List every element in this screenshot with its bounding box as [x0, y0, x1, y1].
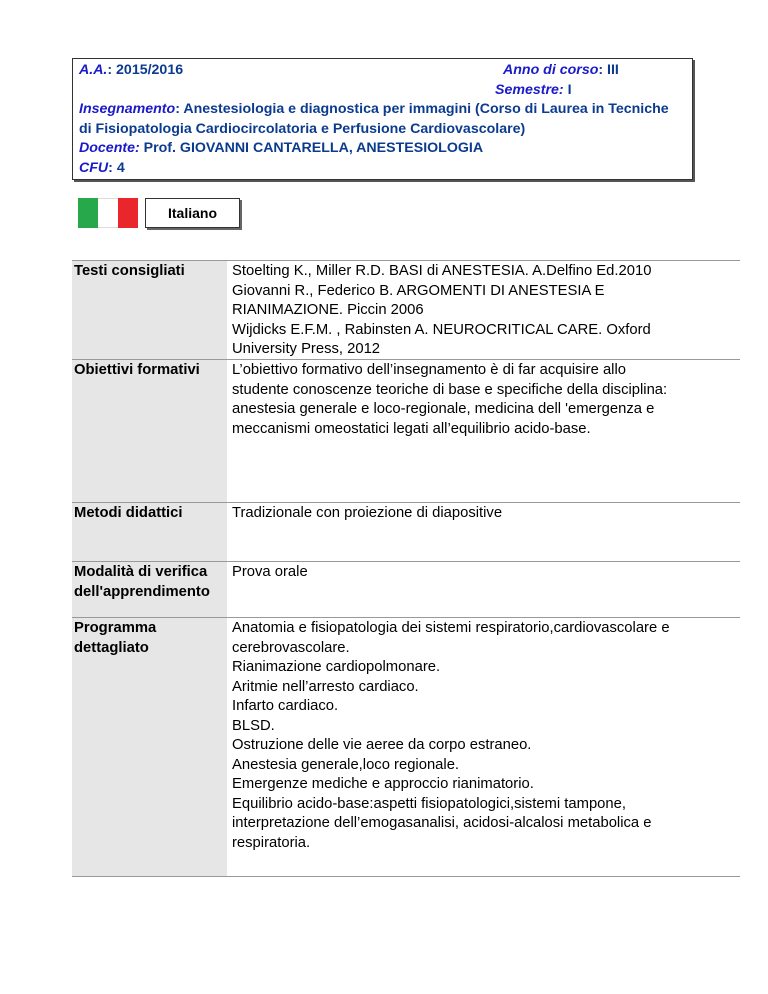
language-label: Italiano — [145, 198, 240, 228]
course-name-cont: di Fisiopatologia Cardiocircolatoria e Perfusione Cardiovascolare) — [79, 120, 526, 137]
row-label: Programma dettagliato — [72, 618, 227, 876]
flag-red-stripe — [118, 198, 138, 228]
course-year: Anno di corso: III — [503, 62, 619, 78]
flag-green-stripe — [78, 198, 98, 228]
italian-flag-icon — [78, 198, 138, 228]
row-label: Testi consigliati — [72, 261, 227, 359]
row-content: Prova orale — [232, 564, 308, 580]
semester: Semestre: I — [495, 81, 572, 98]
row-programma-dettagliato — [72, 617, 740, 877]
row-modalita-verifica — [72, 561, 740, 617]
syllabus-table — [72, 260, 740, 877]
cfu: CFU: 4 — [79, 159, 125, 176]
course-header-box — [72, 58, 693, 180]
course-name: Insegnamento: Anestesiologia e diagnostica per immagini (Corso di Laurea in Tecniche — [79, 101, 669, 117]
row-content: Anatomia e fisiopatologia dei sistemi respiratorio,cardiovascolare e cerebrovascolare. Rianimazione cardiopolmonare. Aritmie nell’arresto cardiaco. Infarto cardiaco. BLSD. Ostruzione delle vie aeree da corpo estraneo. Anestesia generale,loco regionale. Emergenze mediche e approccio rianimatorio. Equilibrio acido-base:aspetti fisiopatologici,sistemi tampone, interpretazione dell’emogasanalisi, acidosi-alcalosi metabolica e respiratoria. — [232, 620, 670, 851]
row-label: Metodi didattici — [72, 503, 227, 561]
row-content: Tradizionale con proiezione di diapositive — [232, 505, 503, 521]
academic-year: A.A.: 2015/2016 — [79, 62, 184, 78]
teacher: Docente: Prof. GIOVANNI CANTARELLA, ANESTESIOLOGIA — [79, 140, 484, 156]
row-content: Stoelting K., Miller R.D. BASI di ANESTESIA. A.Delfino Ed.2010 Giovanni R., Federico B. ARGOMENTI DI ANESTESIA E RIANIMAZIONE. Piccin 2006 Wijdicks E.F.M. , Rabinsten A. NEUROCRITICAL CARE. Oxford University Press, 2012 — [232, 263, 652, 357]
row-label: Obiettivi formativi — [72, 360, 227, 502]
header-row-year — [79, 61, 686, 81]
row-obiettivi-formativi — [72, 359, 740, 502]
row-label: Modalità di verifica dell'apprendimento — [72, 562, 227, 617]
row-metodi-didattici — [72, 502, 740, 561]
flag-white-stripe — [98, 198, 118, 228]
row-testi-consigliati — [72, 260, 740, 359]
row-content: L’obiettivo formativo dell’insegnamento è di far acquisire allo studente conoscenze teoriche di base e specifiche della disciplina: anestesia generale e loco-regionale, medicina dell 'emergenza e meccanismi omeostatici legati all’equilibrio acido-base. — [232, 362, 668, 437]
